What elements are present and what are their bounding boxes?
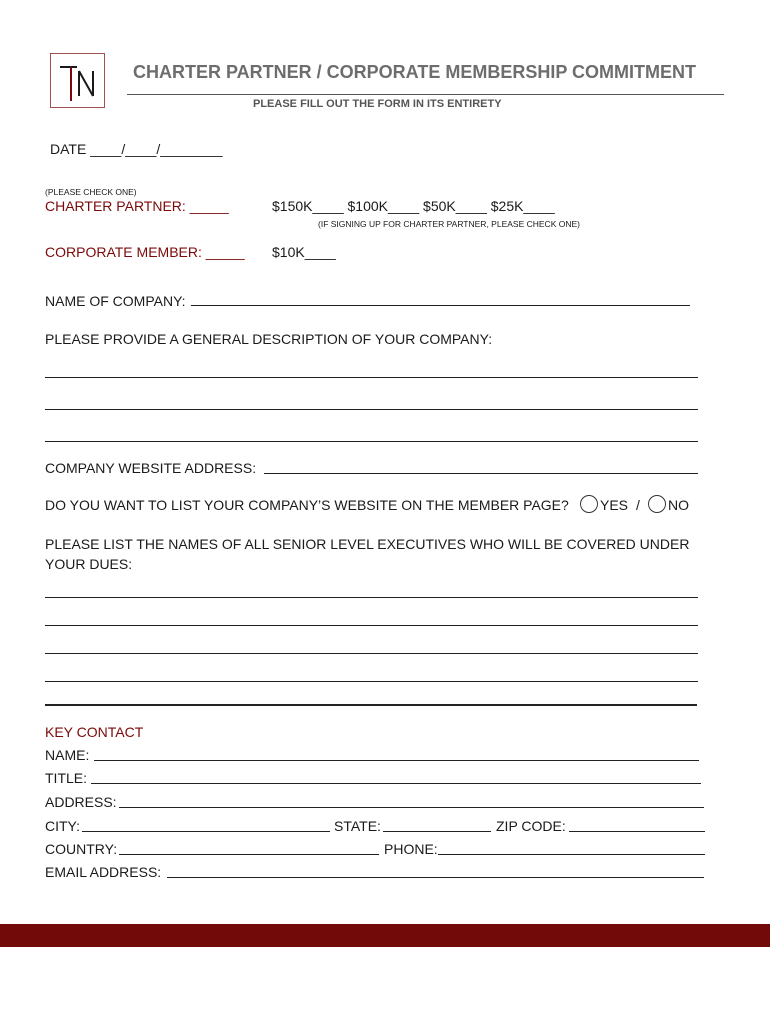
footer-band bbox=[0, 924, 770, 947]
executives-label-line2: YOUR DUES: bbox=[45, 556, 133, 572]
contact-city-input[interactable] bbox=[82, 831, 330, 832]
yes-label: YES bbox=[600, 497, 629, 513]
executives-line-2[interactable] bbox=[45, 625, 698, 626]
yes-no-separator: / bbox=[636, 497, 640, 513]
corporate-member-checkbox[interactable]: CORPORATE MEMBER: _____ bbox=[45, 244, 245, 260]
contact-country-input[interactable] bbox=[119, 854, 379, 855]
description-line-2[interactable] bbox=[45, 409, 698, 410]
company-logo bbox=[50, 53, 105, 108]
executives-line-4[interactable] bbox=[45, 681, 698, 682]
tn-logo-icon bbox=[51, 54, 106, 109]
description-label: PLEASE PROVIDE A GENERAL DESCRIPTION OF YOUR COMPANY: bbox=[45, 331, 493, 347]
section-divider bbox=[45, 704, 697, 706]
contact-state-label: STATE: bbox=[334, 818, 381, 834]
contact-state-input[interactable] bbox=[383, 831, 491, 832]
charter-amount-options[interactable]: $150K____ $100K____ $50K____ $25K____ bbox=[272, 198, 555, 214]
corporate-amount-option[interactable]: $10K____ bbox=[272, 244, 336, 260]
company-name-label: NAME OF COMPANY: bbox=[45, 293, 186, 309]
contact-zip-label: ZIP CODE: bbox=[496, 818, 566, 834]
contact-phone-label: PHONE: bbox=[384, 841, 438, 857]
contact-city-label: CITY: bbox=[45, 818, 81, 834]
website-input[interactable] bbox=[264, 473, 698, 474]
executives-line-1[interactable] bbox=[45, 597, 698, 598]
contact-title-input[interactable] bbox=[91, 783, 701, 784]
contact-email-label: EMAIL ADDRESS: bbox=[45, 864, 162, 880]
check-one-note: (PLEASE CHECK ONE) bbox=[45, 187, 137, 197]
charter-note: (IF SIGNING UP FOR CHARTER PARTNER, PLEASE CHECK ONE) bbox=[318, 219, 580, 229]
key-contact-heading: KEY CONTACT bbox=[45, 724, 144, 740]
contact-zip-input[interactable] bbox=[569, 831, 705, 832]
charter-partner-checkbox[interactable]: CHARTER PARTNER: _____ bbox=[45, 198, 229, 214]
contact-title-label: TITLE: bbox=[45, 770, 88, 786]
no-radio[interactable] bbox=[648, 495, 666, 513]
description-line-3[interactable] bbox=[45, 441, 698, 442]
contact-email-input[interactable] bbox=[167, 877, 704, 878]
yes-radio[interactable] bbox=[580, 495, 598, 513]
executives-line-3[interactable] bbox=[45, 653, 698, 654]
contact-name-label: NAME: bbox=[45, 747, 90, 763]
company-name-input[interactable] bbox=[191, 305, 690, 306]
description-line-1[interactable] bbox=[45, 377, 698, 378]
executives-label-line1: PLEASE LIST THE NAMES OF ALL SENIOR LEVEL EXECUTIVES WHO WILL BE COVERED UNDER bbox=[45, 536, 690, 552]
list-website-question: DO YOU WANT TO LIST YOUR COMPANY’S WEBSITE ON THE MEMBER PAGE? bbox=[45, 497, 569, 513]
title-divider bbox=[127, 94, 724, 95]
form-subtitle: PLEASE FILL OUT THE FORM IN ITS ENTIRETY bbox=[253, 98, 502, 110]
contact-phone-input[interactable] bbox=[438, 854, 705, 855]
contact-address-label: ADDRESS: bbox=[45, 794, 117, 810]
date-field[interactable]: DATE ____/____/________ bbox=[50, 141, 223, 157]
no-label: NO bbox=[668, 497, 689, 513]
contact-name-input[interactable] bbox=[94, 760, 699, 761]
website-label: COMPANY WEBSITE ADDRESS: bbox=[45, 460, 257, 476]
contact-country-label: COUNTRY: bbox=[45, 841, 118, 857]
form-title: CHARTER PARTNER / CORPORATE MEMBERSHIP COMMITMENT bbox=[133, 62, 697, 82]
contact-address-input[interactable] bbox=[119, 807, 704, 808]
